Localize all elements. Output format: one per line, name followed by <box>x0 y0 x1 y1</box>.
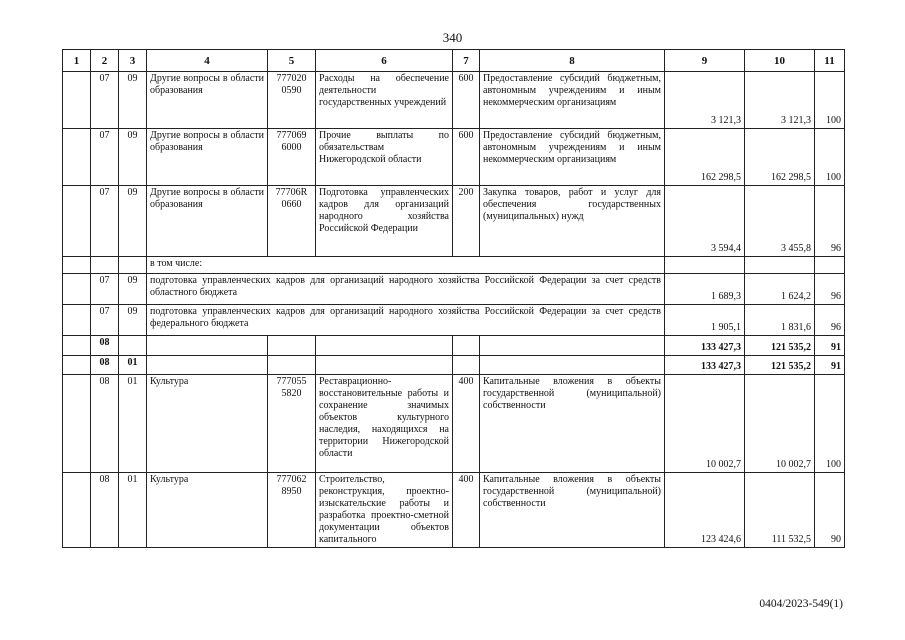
row-cell-blank <box>480 356 665 375</box>
budget-table <box>62 49 845 548</box>
row-cell-blank <box>268 356 316 375</box>
target-article: 777069 6000 <box>268 129 316 186</box>
row-cell-blank <box>316 336 453 356</box>
including-row <box>63 257 845 274</box>
col-header-5: 5 <box>268 50 316 72</box>
planned-amount: 133 427,3 <box>665 336 745 356</box>
article-name: Реставрационно-восстановительные работы и сохранение значимых объектов культурного наследия, находящихся на территории Нижегородской области <box>316 375 453 473</box>
col-header-9: 9 <box>665 50 745 72</box>
header-row <box>63 50 845 72</box>
col-header-6: 6 <box>316 50 453 72</box>
sub-row <box>63 305 845 336</box>
actual-amount: 3 121,3 <box>745 72 815 129</box>
row-cell-blank <box>63 257 91 274</box>
percent-executed: 91 <box>815 356 845 375</box>
actual-amount: 1 624,2 <box>745 274 815 305</box>
row-cell-blank <box>63 274 91 305</box>
subsection-code: 01 <box>119 375 147 473</box>
article-name: Расходы на обеспечение деятельности государственных учреждений <box>316 72 453 129</box>
row-cell-blank <box>63 305 91 336</box>
section-name: Культура <box>147 375 268 473</box>
expense-type: 200 <box>453 186 480 257</box>
section-name: Другие вопросы в области образования <box>147 186 268 257</box>
subsection-code: 09 <box>119 129 147 186</box>
including-label: в том числе: <box>147 257 665 274</box>
percent-executed: 96 <box>815 305 845 336</box>
col-header-4: 4 <box>147 50 268 72</box>
row-cell-blank <box>63 72 91 129</box>
document-code: 0404/2023-549(1) <box>759 598 843 610</box>
row-cell-blank <box>119 257 147 274</box>
table-row <box>63 72 845 129</box>
section-total-row <box>63 336 845 356</box>
article-name: Прочие выплаты по обязательствам Нижегородской области <box>316 129 453 186</box>
percent-executed: 96 <box>815 186 845 257</box>
row-cell-blank <box>63 186 91 257</box>
sub-row-description: подготовка управленческих кадров для организаций народного хозяйства Российской Федерации за счет средств областного бюджета <box>147 274 665 305</box>
percent-executed: 91 <box>815 336 845 356</box>
article-name: Строительство, реконструкция, проектно-изыскательские работы и разработка проектно-сметной документации объектов капитального <box>316 473 453 548</box>
actual-amount: 3 455,8 <box>745 186 815 257</box>
row-cell-blank <box>63 336 91 356</box>
table-row <box>63 186 845 257</box>
section-code: 08 <box>91 356 119 375</box>
row-cell-blank <box>63 375 91 473</box>
section-code: 08 <box>91 375 119 473</box>
section-name: Другие вопросы в области образования <box>147 129 268 186</box>
expense-type-name: Закупка товаров, работ и услуг для обеспечения государственных (муниципальных) нужд <box>480 186 665 257</box>
percent-executed: 90 <box>815 473 845 548</box>
table-row <box>63 375 845 473</box>
row-cell-blank <box>147 336 268 356</box>
actual-amount: 10 002,7 <box>745 375 815 473</box>
col-header-3: 3 <box>119 50 147 72</box>
page-number: 340 <box>442 30 463 45</box>
expense-type: 600 <box>453 129 480 186</box>
planned-amount: 3 121,3 <box>665 72 745 129</box>
col-header-7: 7 <box>453 50 480 72</box>
subsection-total-row <box>63 356 845 375</box>
table-row <box>63 129 845 186</box>
table-row <box>63 473 845 548</box>
sub-row <box>63 274 845 305</box>
planned-amount: 1 905,1 <box>665 305 745 336</box>
row-cell-blank <box>63 473 91 548</box>
row-cell-blank <box>268 336 316 356</box>
expense-type: 600 <box>453 72 480 129</box>
section-code: 07 <box>91 305 119 336</box>
percent-executed: 100 <box>815 129 845 186</box>
row-cell-blank <box>480 336 665 356</box>
section-code: 07 <box>91 129 119 186</box>
subsection-code: 09 <box>119 305 147 336</box>
row-cell-blank <box>91 257 119 274</box>
expense-type-name: Предоставление субсидий бюджетным, автономным учреждениям и иным некоммерческим организациям <box>480 72 665 129</box>
expense-type-name: Капитальные вложения в объекты государственной (муниципальной) собственности <box>480 375 665 473</box>
row-cell-blank <box>815 257 845 274</box>
row-cell-blank <box>63 356 91 375</box>
actual-amount: 162 298,5 <box>745 129 815 186</box>
section-code: 07 <box>91 72 119 129</box>
col-header-8: 8 <box>480 50 665 72</box>
article-name: Подготовка управленческих кадров для организаций народного хозяйства Российской Федерации <box>316 186 453 257</box>
section-name: Культура <box>147 473 268 548</box>
subsection-code: 01 <box>119 356 147 375</box>
row-cell-blank <box>665 257 745 274</box>
percent-executed: 96 <box>815 274 845 305</box>
planned-amount: 123 424,6 <box>665 473 745 548</box>
actual-amount: 111 532,5 <box>745 473 815 548</box>
target-article: 777062 8950 <box>268 473 316 548</box>
section-name: Другие вопросы в области образования <box>147 72 268 129</box>
planned-amount: 3 594,4 <box>665 186 745 257</box>
row-cell-blank <box>453 336 480 356</box>
target-article: 77706R 0660 <box>268 186 316 257</box>
subsection-code: 09 <box>119 72 147 129</box>
planned-amount: 10 002,7 <box>665 375 745 473</box>
planned-amount: 133 427,3 <box>665 356 745 375</box>
subsection-code: 09 <box>119 186 147 257</box>
actual-amount: 1 831,6 <box>745 305 815 336</box>
row-cell-blank <box>147 356 268 375</box>
planned-amount: 1 689,3 <box>665 274 745 305</box>
col-header-2: 2 <box>91 50 119 72</box>
section-code: 07 <box>91 186 119 257</box>
row-cell-blank <box>63 129 91 186</box>
col-header-10: 10 <box>745 50 815 72</box>
section-code: 08 <box>91 336 119 356</box>
col-header-11: 11 <box>815 50 845 72</box>
expense-type: 400 <box>453 473 480 548</box>
target-article: 777055 5820 <box>268 375 316 473</box>
section-code: 07 <box>91 274 119 305</box>
subsection-code <box>119 336 147 356</box>
subsection-code: 01 <box>119 473 147 548</box>
row-cell-blank <box>745 257 815 274</box>
expense-type-name: Предоставление субсидий бюджетным, автономным учреждениям и иным некоммерческим организациям <box>480 129 665 186</box>
expense-type-name: Капитальные вложения в объекты государственной (муниципальной) собственности <box>480 473 665 548</box>
row-cell-blank <box>453 356 480 375</box>
expense-type: 400 <box>453 375 480 473</box>
section-code: 08 <box>91 473 119 548</box>
row-cell-blank <box>316 356 453 375</box>
subsection-code: 09 <box>119 274 147 305</box>
planned-amount: 162 298,5 <box>665 129 745 186</box>
actual-amount: 121 535,2 <box>745 336 815 356</box>
percent-executed: 100 <box>815 72 845 129</box>
target-article: 777020 0590 <box>268 72 316 129</box>
col-header-1: 1 <box>63 50 91 72</box>
actual-amount: 121 535,2 <box>745 356 815 375</box>
percent-executed: 100 <box>815 375 845 473</box>
sub-row-description: подготовка управленческих кадров для организаций народного хозяйства Российской Федерации за счет средств федерального бюджета <box>147 305 665 336</box>
